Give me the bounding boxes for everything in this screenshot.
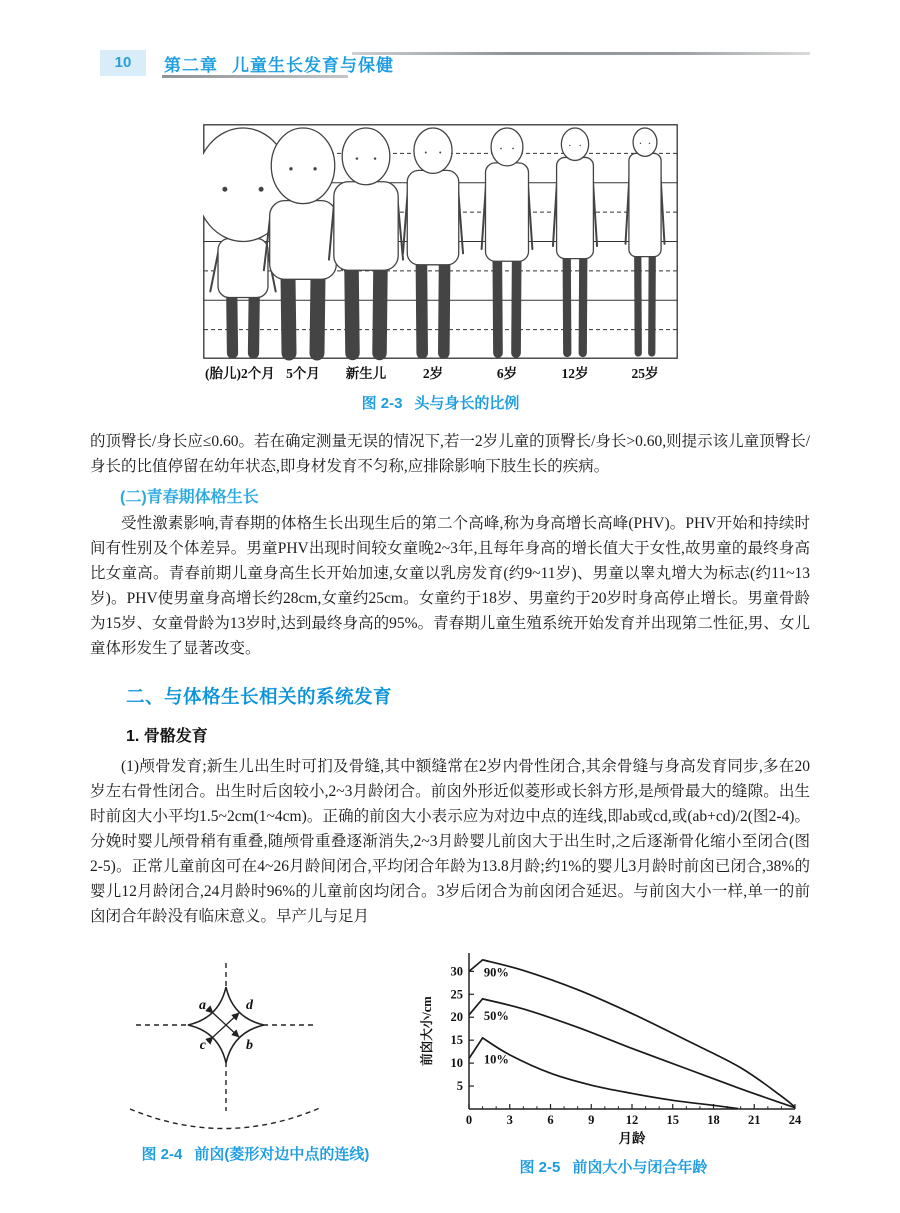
- person-leg-left: [567, 257, 568, 353]
- curve-label-10%: 10%: [483, 1052, 509, 1067]
- person-leg-right: [583, 257, 584, 353]
- page-header: [90, 48, 810, 80]
- heading-puberty-growth: (二)青春期体格生长: [120, 489, 259, 506]
- person-head: [633, 128, 657, 156]
- figure-person-3: [403, 128, 463, 353]
- fontanelle-point-label-a: a: [199, 998, 206, 1013]
- person-eye-left: [222, 187, 227, 192]
- page-number: 10: [100, 50, 146, 76]
- header-rule-under-title: [162, 75, 348, 78]
- x-tick-label-18: 18: [707, 1113, 720, 1127]
- figure-2-5-caption-text: 前囟大小与闭合年龄: [572, 1159, 708, 1176]
- person-leg-right: [516, 259, 517, 353]
- person-leg-right: [253, 296, 254, 353]
- figure-person-2: [329, 128, 403, 353]
- curve-50%: [469, 999, 795, 1108]
- person-leg-left: [352, 268, 353, 353]
- person-eye-right: [579, 145, 580, 146]
- bottom-figures-row: [90, 947, 810, 1177]
- x-tick-label-9: 9: [587, 1113, 595, 1127]
- person-eye-left: [640, 143, 641, 144]
- person-leg-left: [232, 296, 233, 353]
- fontanelle-point-label-d: d: [246, 998, 253, 1013]
- heading-skeletal-development: 1. 骨骼发育: [126, 728, 208, 745]
- figure-2-4-caption-id: 图 2-4: [141, 1146, 183, 1163]
- y-tick-label-10: 10: [450, 1056, 463, 1071]
- person-torso: [486, 163, 529, 261]
- person-torso: [218, 239, 268, 298]
- person-torso: [557, 157, 594, 258]
- person-leg-right: [317, 277, 318, 353]
- person-torso: [407, 170, 458, 264]
- y-axis-title: 前囟大小/cm: [419, 996, 434, 1066]
- person-eye-left: [425, 152, 427, 154]
- figure-2-3-drawing: [203, 124, 678, 386]
- fig23-age-label-2: 新生儿: [345, 366, 387, 381]
- fig23-age-label-3: 2岁: [422, 366, 444, 381]
- x-tick-label-0: 0: [465, 1113, 472, 1127]
- figure-person-5: [553, 128, 597, 353]
- person-torso: [629, 153, 661, 256]
- person-eye-right: [313, 167, 316, 170]
- person-leg-left: [288, 277, 289, 353]
- figure-2-3: [203, 124, 678, 413]
- figure-person-4: [482, 128, 533, 353]
- person-eye-left: [569, 145, 570, 146]
- fig23-age-label-5: 12岁: [561, 366, 589, 381]
- figure-2-3-caption-text: 头与身长的比例: [414, 395, 520, 412]
- person-eye-right: [259, 187, 264, 192]
- person-eye-right: [512, 148, 514, 150]
- y-tick-label-20: 20: [450, 1010, 463, 1025]
- person-leg-right: [444, 263, 445, 353]
- person-eye-right: [649, 143, 650, 144]
- fig23-age-label-6: 25岁: [631, 366, 659, 381]
- curve-90%: [469, 960, 795, 1107]
- chapter-number: 第二章: [164, 56, 218, 75]
- figure-2-3-caption: [203, 392, 678, 413]
- person-head: [561, 128, 588, 160]
- fig23-age-label-1: 5个月: [286, 366, 320, 381]
- person-leg-right: [380, 268, 381, 353]
- figure-2-4-caption-text: 前囟(菱形对边中点的连线): [194, 1146, 370, 1163]
- person-leg-left: [497, 259, 498, 353]
- person-head: [342, 128, 390, 185]
- person-torso: [270, 201, 337, 280]
- paragraph-skull-development: (1)颅骨发育;新生儿出生时可扪及骨缝,其中额缝常在2岁内骨性闭合,其余骨缝与身高发育同步,多在20岁左右骨性闭合。出生时后囟较小,2~3月龄闭合。前囟外形近似菱形或长斜方形,是颅骨最大的缝隙。出生时前囟大小平均1.5~2cm(1~4cm)。正确的前囟大小表示应为对边中点的连线,即ab或cd,或(ab+cd)/2(图2-4)。分娩时婴儿颅骨稍有重叠,随颅骨重叠逐渐消失,2~3月龄婴儿前囟大于出生时,之后逐渐骨化缩小至闭合(图2-5)。正常儿童前囟可在4~26月龄间闭合,平均闭合年龄为13.8月龄;约1%的婴儿3月龄时前囟已闭合,38%的婴儿12月龄闭合,24月龄时96%的儿童前囟均闭合。3岁后闭合为前囟闭合延迟。与前囟大小一样,单一的前囟闭合年龄没有临床意义。早产儿与足月: [90, 758, 810, 925]
- fontanelle-point-label-c: c: [199, 1038, 206, 1053]
- header-rule-top: [352, 52, 810, 55]
- figure-2-5-chart: [417, 947, 807, 1152]
- figure-2-3-caption-id: 图 2-3: [361, 395, 403, 412]
- figure-2-4: [108, 947, 403, 1177]
- paragraph-crown-rump: 的顶臀长/身长应≤0.60。若在确定测量无误的情况下,若一2岁儿童的顶臀长/身长>0.60,则提示该儿童顶臀长/身长的比值停留在幼年状态,即身材发育不匀称,应排除影响下肢生长的疾病。: [90, 433, 810, 475]
- paragraph-phv: 受性激素影响,青春期的体格生长出现生后的第二个高峰,称为身高增长高峰(PHV)。PHV开始和持续时间有性别及个体差异。男童PHV出现时间较女童晚2~3年,且每年身高的增长值大于女性,故男童的最终身高比女童高。青春前期儿童身高生长开始加速,女童以乳房发育(约9~11岁)、男童以睾丸增大为标志(约11~13岁)。PHV使男童身高增长约28cm,女童约25cm。女童约于18岁、男童约于20岁时身高停止增长。男童骨龄为15岁、女童骨龄为13岁时,达到最终身高的95%。青春期儿童生殖系统开始发育并出现第二性征,男、女儿童体形发生了显著改变。: [90, 515, 810, 657]
- fig23-age-label-0: (胎儿)2个月: [205, 366, 275, 381]
- person-head: [414, 128, 452, 173]
- person-eye-right: [439, 152, 441, 154]
- y-tick-label-25: 25: [450, 987, 463, 1002]
- person-eye-left: [289, 167, 292, 170]
- y-tick-label-30: 30: [450, 964, 463, 979]
- x-tick-label-24: 24: [788, 1113, 802, 1127]
- x-axis-title: 月龄: [618, 1131, 646, 1146]
- figure-2-5-caption-id: 图 2-5: [519, 1159, 561, 1176]
- x-tick-label-6: 6: [547, 1113, 554, 1127]
- curve-label-50%: 50%: [483, 1008, 509, 1023]
- figure-2-4-drawing: [108, 963, 368, 1141]
- chapter-name: 儿童生长发育与保健: [232, 56, 394, 75]
- person-head: [271, 128, 334, 204]
- x-tick-label-3: 3: [506, 1113, 513, 1127]
- person-eye-left: [500, 148, 502, 150]
- person-eye-right: [374, 157, 376, 159]
- figure-person-6: [625, 128, 664, 353]
- figure-2-4-caption: [108, 1143, 403, 1164]
- figure-2-5-caption: [417, 1156, 810, 1177]
- person-torso: [334, 182, 398, 271]
- person-eye-left: [356, 157, 358, 159]
- x-tick-label-15: 15: [666, 1113, 679, 1127]
- person-head: [491, 128, 523, 166]
- fig23-age-label-4: 6岁: [496, 366, 518, 381]
- y-tick-label-15: 15: [450, 1033, 463, 1048]
- heading-systems-development: 二、与体格生长相关的系统发育: [126, 686, 393, 707]
- fontanelle-point-label-b: b: [246, 1038, 253, 1053]
- figure-2-5: [417, 947, 810, 1177]
- y-tick-label-5: 5: [456, 1079, 463, 1094]
- x-tick-label-12: 12: [625, 1113, 639, 1127]
- person-leg-left: [421, 263, 422, 353]
- curve-label-90%: 90%: [483, 965, 509, 980]
- x-tick-label-21: 21: [747, 1113, 761, 1127]
